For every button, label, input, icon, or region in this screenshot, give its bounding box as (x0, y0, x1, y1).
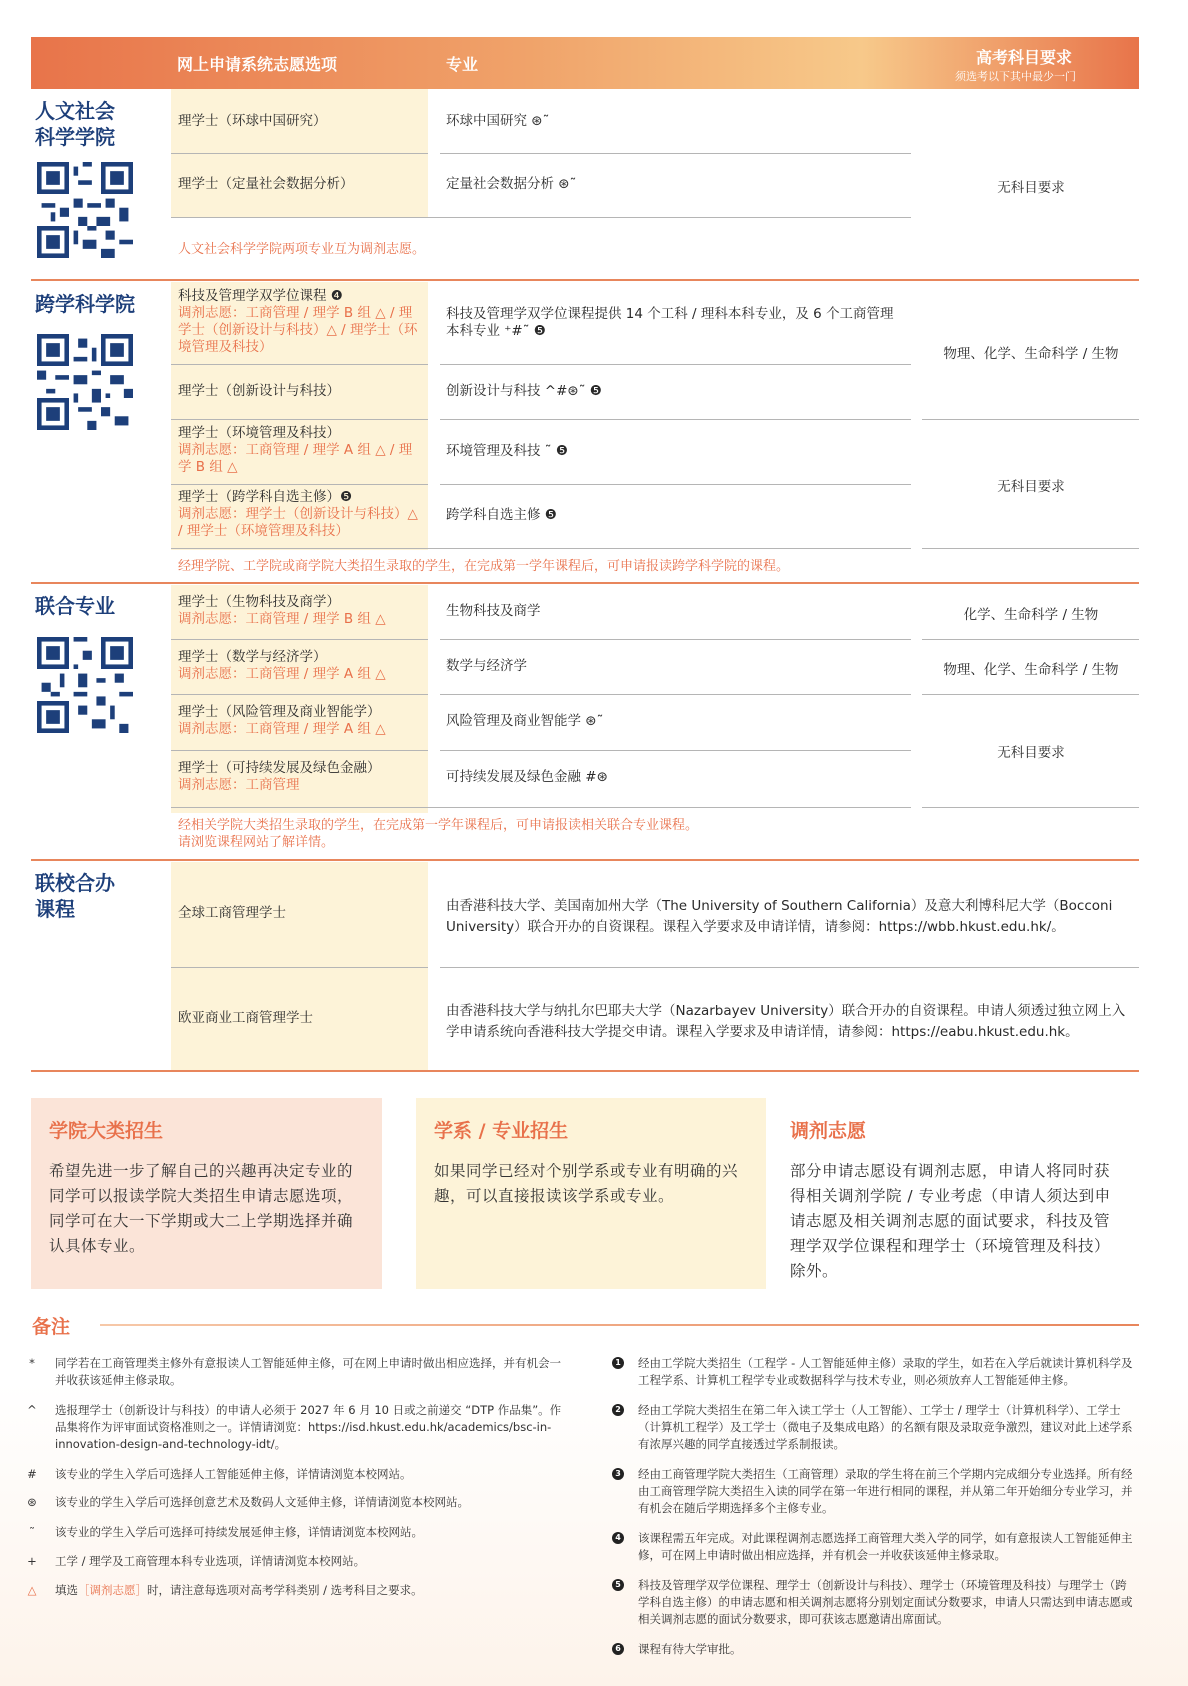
option-cell (178, 649, 423, 683)
divider (922, 639, 1139, 640)
divider (922, 419, 1139, 420)
info-box-department-admission (416, 1098, 766, 1289)
footnote-number: 6 (612, 1643, 624, 1655)
alternate-choice: 调剂志愿：工商管理 (178, 777, 300, 793)
footnote-number: 3 (612, 1468, 624, 1480)
footnote-mark: ^ (27, 1403, 37, 1417)
option-cell (178, 594, 423, 628)
divider (922, 694, 1139, 695)
requirement-cell: 无科目要求 (997, 745, 1065, 761)
qr-code-icon[interactable] (37, 162, 133, 258)
header-option: 网上申请系统志愿选项 (177, 55, 338, 74)
major-cell: 由香港科技大学、美国南加州大学（The University of Southern California）及意大利博科尼大学（Bocconi University）联合开办的自资课程。课程入学要求及申请详情，请参阅：https://wbb.hkust.edu.hk/。 (446, 898, 1113, 935)
footnote-number: 4 (612, 1532, 624, 1544)
divider (171, 639, 428, 640)
footnote-text: 工学 / 理学及工商管理本科专业选项，详情请浏览本校网站。 (55, 1554, 366, 1568)
info-box-faculty-admission (31, 1098, 382, 1289)
divider (171, 967, 428, 968)
major-cell: 跨学科自选主修 ❺ (446, 507, 557, 523)
divider (171, 217, 911, 218)
divider (171, 694, 428, 695)
notes-title: 备注 (32, 1316, 71, 1338)
divider (171, 484, 428, 485)
box-title: 学院大类招生 (49, 1120, 164, 1142)
notes-divider (100, 1324, 1139, 1326)
major-cell: 数学与经济学 (446, 658, 527, 674)
footnote-mark: # (27, 1467, 37, 1481)
section-divider (31, 582, 1139, 584)
divider (440, 364, 911, 365)
footnote-mark: ˜ (29, 1525, 35, 1539)
option-cell (178, 760, 423, 794)
option-cell: 理学士（定量社会数据分析） (178, 176, 354, 192)
section-divider (31, 1070, 1139, 1072)
info-box-alternate-choice (772, 1098, 1140, 1289)
footnote-mark: ⊛ (27, 1495, 37, 1509)
major-cell: 定量社会数据分析 ⊛˜ (446, 176, 577, 192)
divider (171, 807, 911, 808)
footnote (615, 1641, 1138, 1658)
section-note: 经理学院、工学院或商学院大类招生录取的学生，在完成第一学年课程后，可申请报读跨学科学院的课程。 (178, 559, 790, 574)
footnote-text: 经由工学院大类招生（工程学 - 人工智能延伸主修）录取的学生，如若在入学后就读计算机科学及工程学系、计算机工程学专业或数据科学与技术专业，则必须放弃人工智能延伸主修。 (638, 1356, 1133, 1387)
footnote-text: 科技及管理学双学位课程、理学士（创新设计与科技）、理学士（环境管理及科技）与理学士（跨学科自选主修）的申请志愿和相关调剂志愿将分别划定面试分数要求，申请人只需达到申请志愿或相关调剂志愿的面试分数要求，即可获该志愿邀请出席面试。 (638, 1578, 1133, 1626)
section-divider (31, 279, 1139, 281)
section-title-humanities: 人文社会 科学学院 (35, 99, 115, 149)
footnote (27, 1466, 565, 1483)
section-note: 人文社会科学学院两项专业互为调剂志愿。 (178, 242, 426, 257)
major-cell: 环球中国研究 ⊛˜ (446, 113, 550, 129)
major-cell: 生物科技及商学 (446, 603, 541, 619)
footnote (615, 1530, 1138, 1564)
footnote-text: 经由工商管理学院大类招生（工商管理）录取的学生将在前三个学期内完成细分专业选择。所有经由工商管理学院大类招生入读的同学在第一年进行相同的课程，并从第二年开始细分专业学习，并有机会在随后学期选择多个主修专业。 (638, 1467, 1133, 1515)
divider (440, 750, 911, 751)
footnote (29, 1524, 565, 1541)
table-header (31, 37, 1139, 89)
footnote-text: 该专业的学生入学后可选择创意艺术及数码人文延伸主修，详情请浏览本校网站。 (55, 1495, 469, 1509)
major-cell: 风险管理及商业智能学 ⊛˜ (446, 713, 604, 729)
footnote (27, 1553, 565, 1570)
option-cell (178, 489, 423, 540)
qr-code-icon[interactable] (37, 334, 133, 430)
major-cell: 科技及管理学双学位课程提供 14 个工科 / 理科本科专业，及 6 个工商管理本科专业 ⁺#˜ ❺ (446, 306, 894, 339)
section-note: 经相关学院大类招生录取的学生，在完成第一学年课程后，可申请报读相关联合专业课程。 请浏览课程网站了解详情。 (178, 818, 699, 850)
footnote (615, 1577, 1138, 1628)
option-label: 理学士（数学与经济学） (178, 649, 327, 665)
major-cell: 可持续发展及绿色金融 #⊛ (446, 769, 608, 785)
divider (171, 548, 911, 549)
footnote-number: 2 (612, 1404, 624, 1416)
footnote-text: 填选 (55, 1583, 78, 1597)
footnote-text: 时，请注意每选项对高考学科类别 / 选考科目之要求。 (147, 1583, 423, 1597)
divider (922, 548, 1139, 549)
header-requirement: 高考科目要求 (976, 48, 1073, 67)
divider (171, 750, 428, 751)
header-major: 专业 (446, 55, 479, 74)
option-cell (178, 704, 423, 738)
divider (440, 967, 1139, 968)
footnote (615, 1402, 1138, 1453)
divider (440, 484, 911, 485)
requirement-cell: 物理、化学、生命科学 / 生物 (943, 346, 1119, 362)
alternate-choice: 调剂志愿：工商管理 / 理学 A 组 △ / 理学 B 组 △ (178, 442, 413, 475)
box-text: 希望先进一步了解自己的兴趣再决定专业的同学可以报读学院大类招生申请志愿选项，同学可在大一下学期或大二上学期选择并确认具体专业。 (49, 1162, 354, 1255)
header-requirement-sub: 须选考以下其中最少一门 (955, 70, 1076, 83)
footnote-number: 5 (612, 1579, 624, 1591)
footnote-text: 该课程需五年完成。对此课程调剂志愿选择工商管理大类入学的同学，如有意报读人工智能延伸主修，可在网上申请时做出相应选择，并有机会一并收获该延伸主修录取。 (638, 1531, 1133, 1562)
divider (171, 419, 428, 420)
option-cell (178, 288, 423, 356)
footnote-mark: + (27, 1554, 37, 1568)
option-label: 科技及管理学双学位课程 ❹ (178, 288, 343, 304)
section-title-interdisciplinary: 跨学科学院 (35, 292, 135, 316)
requirement-cell: 物理、化学、生命科学 / 生物 (943, 662, 1119, 678)
option-label: 理学士（跨学科自选主修）❺ (178, 489, 353, 505)
alternate-choice: 调剂志愿：工商管理 / 理学 B 组 △ (178, 611, 386, 627)
footnote (615, 1355, 1138, 1389)
footnote-text: 经由工学院大类招生在第二年入读工学士（人工智能）、工学士 / 理学士（计算机科学）、工学士（计算机工程学）及工学士（微电子及集成电路）的名额有限及录取竞争激烈，建议对此上述学系有浓厚兴趣的同学直接透过学系制报读。 (638, 1403, 1133, 1451)
box-title: 学系 / 专业招生 (434, 1120, 569, 1142)
requirement-cell: 无科目要求 (997, 479, 1065, 495)
alternate-choice: 调剂志愿：工商管理 / 理学 A 组 △ (178, 666, 386, 682)
footnote-text: 选报理学士（创新设计与科技）的申请人必须于 2027 年 6 月 10 日或之前递交 “DTP 作品集”。作品集将作为评审面试资格准则之一。详情请浏览：https://isd.hkust.edu.hk/academics/bsc-in-innovation-design-and-technology-idt/。 (55, 1403, 562, 1451)
section-divider (31, 859, 1139, 861)
option-cell: 理学士（创新设计与科技） (178, 383, 340, 399)
footnote-highlight: ［调剂志愿］ (78, 1583, 147, 1597)
footnote (615, 1466, 1138, 1517)
box-text: 如果同学已经对个别学系或专业有明确的兴趣，可以直接报读该学系或专业。 (434, 1162, 739, 1205)
footnote-text: 同学若在工商管理类主修外有意报读人工智能延伸主修，可在网上申请时做出相应选择，并有机会一并收获该延伸主修录取。 (55, 1356, 561, 1387)
divider (440, 639, 911, 640)
divider (440, 153, 911, 154)
option-label: 理学士（风险管理及商业智能学） (178, 704, 381, 720)
alternate-choice: 调剂志愿：理学士（创新设计与科技）△ / 理学士（环境管理及科技） (178, 506, 418, 539)
major-cell: 环境管理及科技 ˜ ❺ (446, 443, 568, 459)
box-title: 调剂志愿 (790, 1120, 867, 1142)
footnote-mark: △ (27, 1583, 37, 1597)
footnote-number: 1 (612, 1357, 624, 1369)
requirement-cell: 化学、生命科学 / 生物 (963, 607, 1099, 623)
divider (171, 364, 428, 365)
box-text: 部分申请志愿设有调剂志愿，申请人将同时获得相关调剂学院 / 专业考虑（申请人须达到申请志愿及相关调剂志愿的面试要求，科技及管理学双学位课程和理学士（环境管理及科技）除外。 (790, 1162, 1111, 1280)
section-title-joint-university: 联校合办 课程 (35, 871, 115, 921)
footnote-mark: * (29, 1356, 35, 1370)
divider (440, 419, 911, 420)
option-cell: 欧亚商业工商管理学士 (178, 1010, 313, 1026)
divider (171, 153, 428, 154)
divider (922, 807, 1139, 808)
alternate-choice: 调剂志愿：工商管理 / 理学 B 组 △ / 理学士（创新设计与科技）△ / 理学士（环境管理及科技） (178, 305, 418, 355)
option-label: 理学士（环境管理及科技） (178, 425, 340, 441)
major-cell: 创新设计与科技 ^#⊛˜ ❺ (446, 383, 602, 399)
option-cell (178, 425, 423, 476)
footnote-text: 该专业的学生入学后可选择可持续发展延伸主修，详情请浏览本校网站。 (55, 1525, 423, 1539)
divider (440, 694, 911, 695)
section-title-joint: 联合专业 (35, 594, 115, 618)
alternate-choice: 调剂志愿：工商管理 / 理学 A 组 △ (178, 721, 386, 737)
qr-code-icon[interactable] (37, 637, 133, 733)
option-label: 理学士（生物科技及商学） (178, 594, 340, 610)
option-cell: 理学士（环球中国研究） (178, 113, 327, 129)
requirement-cell: 无科目要求 (997, 180, 1065, 196)
footnote-text: 该专业的学生入学后可选择人工智能延伸主修，详情请浏览本校网站。 (55, 1467, 412, 1481)
option-cell: 全球工商管理学士 (178, 905, 286, 921)
footnote (27, 1402, 565, 1453)
option-label: 理学士（可持续发展及绿色金融） (178, 760, 381, 776)
footnote (29, 1355, 565, 1389)
footnote (27, 1582, 565, 1599)
major-cell: 由香港科技大学与纳扎尔巴耶夫大学（Nazarbayev University）联合开办的自资课程。申请人须透过独立网上入学申请系统向香港科技大学提交申请。课程入学要求及申请详情，请参阅：https://eabu.hkust.edu.hk。 (446, 1003, 1126, 1040)
footnote (27, 1494, 565, 1511)
footnote-text: 课程有待大学审批。 (638, 1642, 742, 1656)
